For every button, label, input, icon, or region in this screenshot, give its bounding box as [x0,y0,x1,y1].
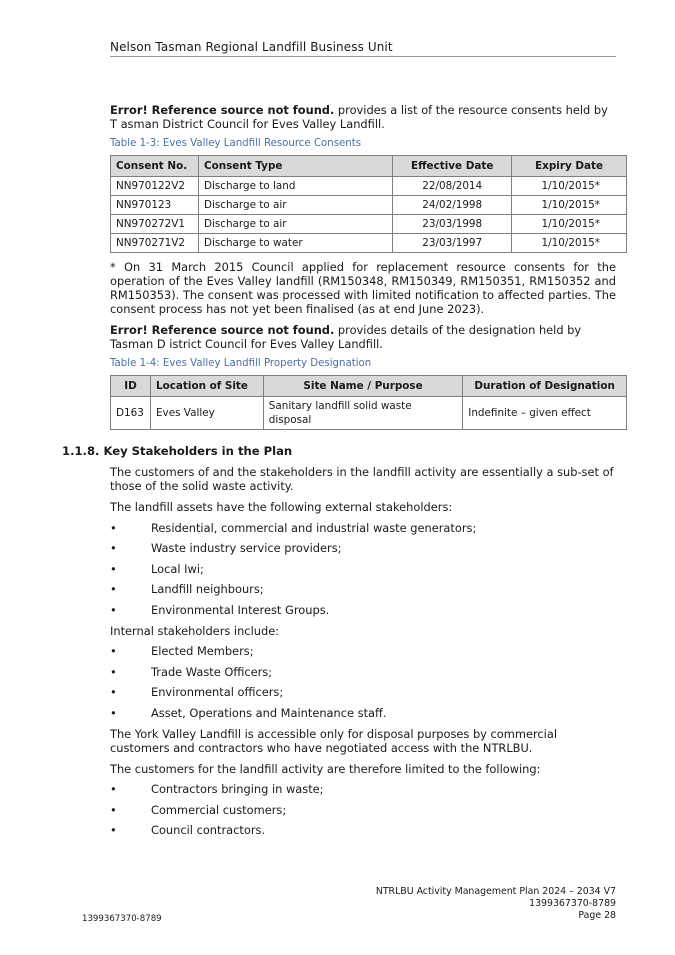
resource-consents-table [110,155,627,253]
table-cell: NN970271V2 [111,234,199,253]
bullet-icon: • [110,664,117,679]
list-item [110,541,616,555]
paragraph: The York Valley Landfill is accessible only for disposal purposes by commercial customers and contractors who have negotiated access with the NTRLBU. [110,726,557,755]
table-caption-2: Table 1-4: Eves Valley Landfill Property Designation [110,358,372,369]
table-caption-1: Table 1-3: Eves Valley Landfill Resource Consents [110,138,362,149]
list-item [110,521,616,535]
table-header-row [111,376,627,397]
bullet-icon: • [110,782,117,796]
list-item-text: Council contractors. [151,823,266,837]
list-item-text: Contractors bringing in waste; [151,782,324,796]
table-cell: Discharge to land [198,177,392,196]
list-item-text: Trade Waste Officers; [151,664,273,679]
list-item [110,803,616,817]
table-cell: 22/08/2014 [393,177,512,196]
table-cell: Discharge to air [198,215,392,234]
list-item-text: Environmental Interest Groups. [151,602,330,617]
table-cell: 1/10/2015* [512,196,627,215]
footer-left-id: 1399367370-8789 [82,914,162,924]
table-row [111,177,627,196]
table-cell: NN970123 [111,196,199,215]
paragraph: The landfill assets have the following external stakeholders: [110,500,453,514]
intro-paragraph-1 [110,103,616,131]
list-item-text: Local Iwi; [151,561,204,576]
bullet-icon: • [110,541,117,555]
paragraph: The customers for the landfill activity are therefore limited to the following: [110,761,541,776]
list-item [110,706,616,720]
page-footer [376,886,616,922]
internal-stakeholders-list [110,644,616,720]
footer-document-id: 1399367370-8789 [529,898,616,909]
list-item [110,665,616,679]
paragraph: Internal stakeholders include: [110,623,280,638]
column-header: Location of Site [150,376,263,397]
document-body-bottom [110,465,616,837]
document-body-top [110,103,616,430]
column-header: ID [111,376,151,397]
list-item [110,603,616,617]
table-cell: D163 [111,397,151,430]
table-cell: 24/02/1998 [393,196,512,215]
table-cell: 1/10/2015* [512,234,627,253]
footer-plan-title: NTRLBU Activity Management Plan 2024 – 2034 V7 [375,886,616,897]
table-cell: Sanitary landfill solid waste disposal [263,397,462,430]
table-cell: 23/03/1998 [393,215,512,234]
table-cell: NN970272V1 [111,215,199,234]
list-item-text: Residential, commercial and industrial waste generators; [151,520,477,535]
list-item [110,562,616,576]
column-header: Expiry Date [512,156,627,177]
list-item-text: Environmental officers; [151,685,284,699]
bullet-icon: • [110,520,117,535]
external-stakeholders-list [110,521,616,617]
table-cell: 1/10/2015* [512,177,627,196]
column-header: Consent Type [198,156,392,177]
reference-error-text: Error! Reference source not found. [110,103,335,117]
bullet-icon: • [110,705,117,720]
column-header: Site Name / Purpose [263,376,462,397]
bullet-icon: • [110,685,117,699]
table-row [111,215,627,234]
list-item [110,782,616,796]
reference-error-text: Error! Reference source not found. [110,323,335,337]
property-designation-table [110,375,627,430]
customers-list [110,782,616,837]
intro-text: provides a list of the resource consents held by T asman District Council for Eves Valley Landfill. [110,103,608,131]
table-cell: 23/03/1997 [393,234,512,253]
bullet-icon: • [110,644,117,658]
table-row [111,196,627,215]
bullet-icon: • [110,802,117,817]
header-divider [110,56,616,57]
list-item [110,644,616,658]
bullet-icon: • [110,823,117,837]
paragraph: The customers of and the stakeholders in the landfill activity are essentially a sub-set of those of the solid waste activity. [110,465,614,493]
page-number: Page 28 [578,910,616,921]
table-cell: Discharge to water [198,234,392,253]
table-header-row [111,156,627,177]
table-cell: Indefinite – given effect [463,397,627,430]
intro-text: provides details of the designation held by Tasman D istrict Council for Eves Valley Landfill. [110,323,582,351]
page-header: Nelson Tasman Regional Landfill Business Unit [110,40,393,54]
list-item [110,823,616,837]
table-cell: NN970122V2 [111,177,199,196]
list-item [110,685,616,699]
bullet-icon: • [110,582,117,596]
table-cell: 1/10/2015* [512,215,627,234]
table-row [111,397,627,430]
consent-footnote: * On 31 March 2015 Council applied for replacement resource consents for the operation of the Eves Valley landfill (RM150348, RM150349, RM150351, RM150352 and RM150353). The consent was processed with limited notification to affected parties. The consent process has not yet been finalised (as at end June 2023). [110,260,616,316]
column-header: Consent No. [111,156,199,177]
bullet-icon: • [110,602,117,617]
list-item-text: Waste industry service providers; [151,541,342,555]
list-item-text: Landfill neighbours; [151,582,264,596]
table-cell: Discharge to air [198,196,392,215]
table-cell: Eves Valley [150,397,263,430]
bullet-icon: • [110,561,117,576]
list-item-text: Asset, Operations and Maintenance staff. [151,705,387,720]
table-row [111,234,627,253]
list-item-text: Commercial customers; [151,802,287,817]
list-item [110,582,616,596]
section-heading: 1.1.8. Key Stakeholders in the Plan [62,444,293,458]
column-header: Duration of Designation [463,376,627,397]
column-header: Effective Date [393,156,512,177]
list-item-text: Elected Members; [151,644,254,658]
intro-paragraph-2 [110,323,616,351]
